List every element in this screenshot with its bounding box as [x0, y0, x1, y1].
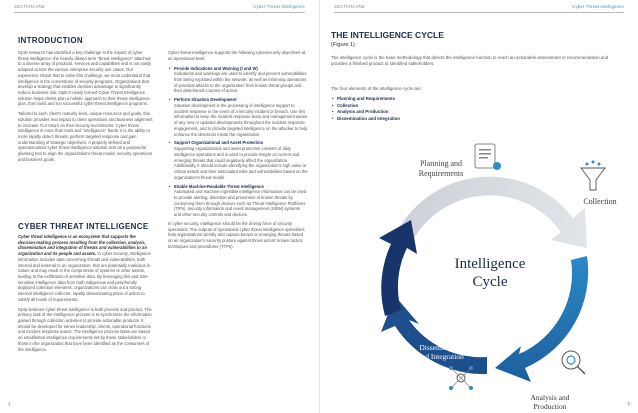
label-collection: Collection — [583, 197, 617, 206]
objective-item: • Support Organizational and Asset Protection Supporting organizational and asset protection consists of daily intelligence operations and is used to provide insight on current and emerging threats that could negatively affect the organization. Additionally, it should include identifying the organization's high value or critical assets and their associated risks and vulnerabilities based on the organization's threat model. — [168, 140, 308, 180]
collection-icon — [581, 161, 605, 191]
cycle-stage-item: • Analysis and Production — [331, 109, 611, 114]
cti-p3: Optiv believes cyber threat intelligence is both process and product. The primary task of the intelligence process is to synchronize the information gained through collection activities to provide actionable products. It should be developed for senior leadership, clients, operational functions and incident response teams. The intelligence process takes are based on established intelligence requirements set by these stakeholders or those in the organization that have been identified as the consumers of the intelligence. — [18, 306, 152, 352]
cycle-arc-planning — [397, 177, 587, 248]
cycle-stages-list — [331, 96, 611, 121]
introduction-p2: Tailored to each client's maturity level, unique resources and goals, this solution provides real impact to client operations and business alignment to increase TLA return on their security investments. Cyber threat intelligence is more than tools and "intelligence" feeds; it is the ability to more rapidly detect threats, perform targeted response and gain understanding of strategic objectives. A properly defined and operationalized cyber threat intelligence solution acts as a purposeful planning tool to align the organization's threat model, security operations and business goals. — [18, 111, 153, 162]
cycle-center-line1: Intelligence — [454, 256, 526, 272]
intelligence-cycle-diagram — [355, 136, 625, 411]
left-header-section: SECTION ONE — [14, 4, 46, 9]
label-analysis-1: Analysis and — [530, 393, 570, 402]
left-header-rule — [14, 12, 305, 13]
cti-definition: Cyber threat intelligence is an ecosystem that supports the decision-making process resulting from the collection, analysis, dissemination and integration of threats and vulnerabilities to an organization and its people and assets. — [18, 234, 147, 257]
objective-item: • Enable Machine-Readable Threat Intelligence Automated and machine ingestible intelligence information can be used to provide alerting, detection and prevention of known threats by consuming them through devices such as Threat Intelligence Platforms (TIPs), security information and event management (SIEM) systems and other security controls and devices. — [168, 184, 308, 218]
cti-definition-rest: In cyber security, intelligence information includes data concerning threats and vulnerabilities, both internal and external to an organization, that are potentially malicious in nature and may result in the compromise of systems or other assets, leading to the exfiltration of sensitive data. By leveraging this and time-sensitive intelligence data from both indigenous and peripherally deployed collection elements, organizations can close out a strong internal intelligence collector, rapidly disseminating plans of action to satisfy all levels of requirements. — [18, 251, 151, 302]
cycle-stage-item: • Collection — [331, 103, 611, 108]
cycle-stage-item: • Planning and Requirements — [331, 96, 611, 101]
cti-heading: CYBER THREAT INTELLIGENCE — [18, 222, 149, 231]
cycle-figure-label: (Figure 1) — [331, 42, 355, 48]
cycle-stage-item: • Dissemination and Integration — [331, 116, 611, 121]
planning-icon — [475, 144, 501, 170]
right-header-rule — [334, 12, 624, 13]
label-planning-2: Requirements — [418, 169, 464, 178]
right-header-title: Cyber Threat Intelligence — [572, 4, 624, 9]
cycle-heading: THE INTELLIGENCE CYCLE — [331, 30, 444, 40]
cycle-stages-intro: The four elements of the intelligence cycle are: — [331, 86, 422, 91]
introduction-heading: INTRODUCTION — [18, 36, 83, 45]
page-number-left: 1 — [8, 401, 11, 406]
label-dissemination-1: Dissemination — [419, 343, 463, 352]
objectives-closing: In cyber security, intelligence should be the driving force of security operations. The outputs of operational cyber threat intelligence operations help organizations identify and capture known or emerging threats based on an organization's security posture against threat actors' known tactics, techniques and procedures (TTPs). — [168, 220, 305, 249]
objectives-intro: Cyber threat intelligence supports the following cybersecurity objectives at an operational level: — [168, 50, 306, 61]
objectives-column — [168, 50, 308, 254]
objective-item: • Provide Indications and Warning (I and W) Indications and warnings are used to identify and prevent vulnerabilities from being exploited within the network, as well as informing operations of potential attacks to the organization from known threat groups and their determined courses of action. — [168, 66, 308, 95]
cti-body — [18, 234, 154, 356]
cycle-arc-dissemination — [379, 220, 417, 316]
label-dissemination-2: and Integration — [418, 352, 464, 361]
page-number-right: 2 — [627, 401, 630, 406]
label-planning-1: Planning and — [420, 159, 462, 168]
label-analysis-2: Production — [533, 402, 567, 411]
analysis-icon — [562, 351, 585, 374]
cycle-stages — [331, 86, 611, 122]
introduction-body — [18, 50, 154, 167]
cycle-intro: The intelligence cycle is the base methodology that directs the intelligence function to reach an actionable assessment or recommendation and provides a finished product to identified stakeholders. — [331, 55, 609, 66]
left-header-title: Cyber Threat Intelligence — [253, 4, 305, 9]
introduction-p1: Optiv research has identified a key challenge to the impact of cyber threat intelligence: the heavily diluted term "threat intelligence" attached to a diverse array of products, services and capabilities and is not easily adopted across the various enterprise security use cases. Our experience shows that to solve this challenge, we must understand that intelligence is the cornerstone of security programs. Organizations that develop a strategy that enables decision advantage to significantly reduce business risk. Optiv's newly formed Cyber Threat Intelligence solution helps clients plan a holistic approach to their threat intelligence plan, then build and run successful cyber threat intelligence programs. — [18, 50, 152, 107]
objective-item: • Perform Situation Development Situation development is the processing of intelligence support to incident response in the event of a security incident or breach. Use this information to keep the incident response team and management aware of any new or updated developments throughout the incident response engagement, and to provide targeted intelligence on the attacker to help enhance the directions inside the organization. — [168, 97, 308, 137]
right-header-section: SECTION ONE — [334, 4, 366, 9]
objectives-list — [168, 66, 308, 218]
cycle-center-line2: Cycle — [472, 274, 508, 290]
